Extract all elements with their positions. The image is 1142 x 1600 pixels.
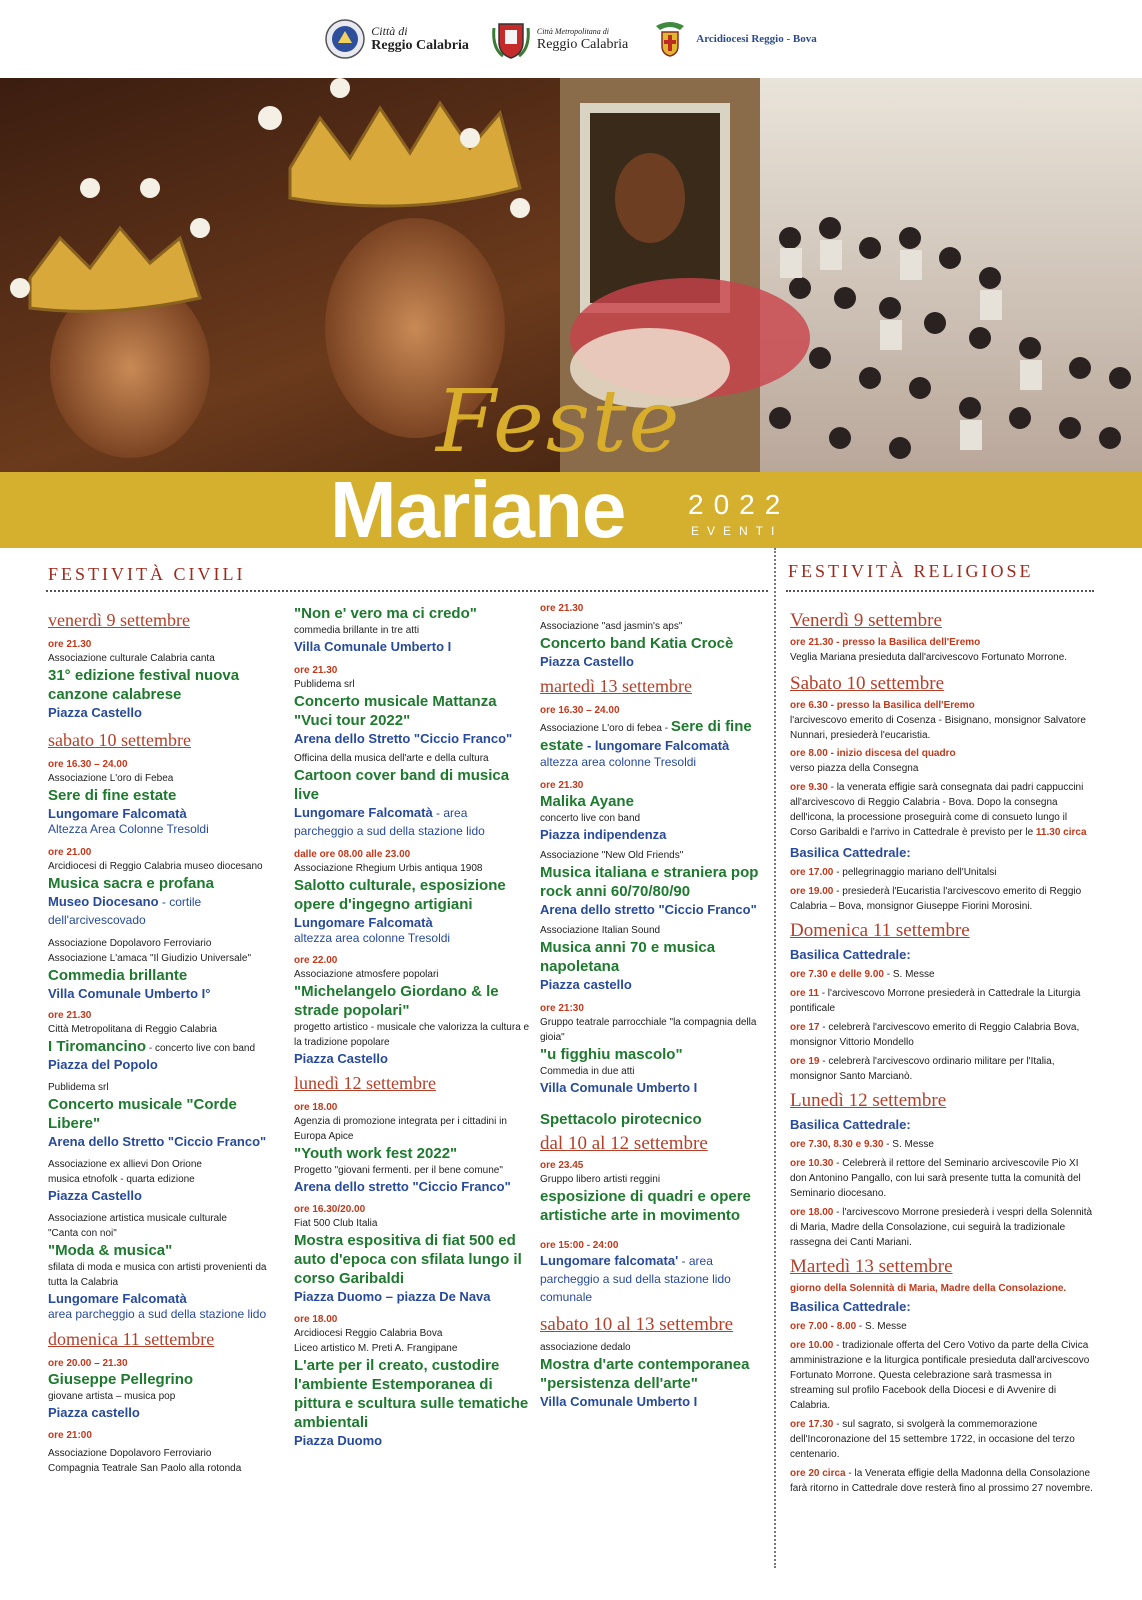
event-organizer: Arcidiocesi Reggio Calabria Bova — [294, 1328, 443, 1339]
event-place: Piazza Duomo – piazza De Nava — [294, 1289, 491, 1304]
date-heading: lunedì 12 settembre — [294, 1073, 436, 1093]
event-title: Musica italiana e straniera pop rock anni 60/70/80/90 — [540, 864, 759, 900]
event-place: Museo Diocesano — [48, 894, 159, 909]
event-place: Piazza Duomo — [294, 1433, 383, 1448]
event-organizer: musica etnofolk - quarta edizione — [48, 1174, 195, 1185]
event-organizer: Associazione L'oro di febea - — [540, 723, 671, 734]
event-place: Arena dello Stretto "Ciccio Franco" — [294, 731, 513, 746]
event-title: Concerto musicale Mattanza "Vuci tour 2022" — [294, 693, 497, 729]
rite-time: ore 10.00 — [790, 1340, 834, 1351]
event-place: Villa Comunale Umberto I° — [48, 986, 211, 1001]
year-label: 2022 — [688, 489, 791, 520]
event-organizer: Associazione Italian Sound — [540, 925, 661, 936]
rite-text: - la Venerata effigie della Madonna della Consolazione farà ritorno in Cattedrale dove resterà fino al prossimo 27 novembre. — [790, 1468, 1093, 1494]
event-title: "Non e' vero ma ci credo" — [294, 605, 477, 622]
column-civili-1 — [48, 606, 288, 1476]
basilica-label: Basilica Cattedrale: — [790, 845, 911, 860]
event-title: Musica sacra e profana — [48, 875, 214, 892]
logo-reggio-line2: Reggio Calabria — [371, 38, 469, 53]
event-organizer: Associazione "asd jasmin's aps" — [540, 621, 683, 632]
event-time: dalle ore 08.00 alle 23.00 — [294, 849, 411, 860]
rite-text: - S. Messe — [883, 1139, 934, 1150]
event-description: sfilata di moda e musica con artisti provenienti da tutta la Calabria — [48, 1262, 267, 1288]
date-heading: sabato 10 al 13 settembre — [540, 1314, 734, 1335]
basilica-label: Basilica Cattedrale: — [790, 947, 911, 962]
event-title: Concerto band Katia Crocè — [540, 635, 734, 652]
event-place: Lungomare Falcomatà — [48, 1291, 187, 1306]
divider-religiose — [786, 590, 1094, 592]
rite-entry — [790, 884, 1096, 914]
event-place: Arena dello stretto "Ciccio Franco" — [540, 902, 757, 917]
shield-icon — [491, 18, 531, 60]
date-heading: domenica 11 settembre — [48, 1329, 215, 1349]
rite-text: Veglia Mariana presieduta dall'arcivescovo Fortunato Morrone. — [790, 652, 1068, 663]
column-civili-2 — [294, 604, 530, 1449]
rite-entry — [790, 967, 1096, 982]
logo-metro-line2: Reggio Calabria — [536, 36, 629, 52]
event-place: - lungomare Falcomatà — [583, 738, 730, 753]
basilica-label: Basilica Cattedrale: — [790, 1117, 911, 1132]
rite-time: giorno della Solennità di Maria, Madre della Consolazione. — [790, 1283, 1067, 1294]
rite-entry — [790, 1054, 1096, 1084]
date-heading: Domenica 11 settembre — [790, 920, 970, 941]
event-place: Piazza indipendenza — [540, 827, 667, 842]
rite-time: ore 7.00 - 8.00 — [790, 1321, 857, 1332]
column-religiose — [790, 606, 1096, 1500]
event-title: Concerto musicale "Corde Libere" — [48, 1096, 237, 1132]
rite-entry — [790, 1466, 1096, 1496]
event-organizer: Agenzia di promozione integrata per i cittadini in Europa Apice — [294, 1116, 507, 1142]
event-place-detail: area parcheggio a sud della stazione lido — [48, 1307, 267, 1321]
event-title: "Moda & musica" — [48, 1242, 173, 1259]
event-place: Piazza castello — [48, 1405, 140, 1420]
event-place: Arena dello stretto "Ciccio Franco" — [294, 1179, 511, 1194]
logo-diocesi-label: Arcidiocesi Reggio - Bova — [696, 33, 817, 45]
event-title: Musica anni 70 e musica napoletana — [540, 939, 716, 975]
rite-time: ore 6.30 - presso la Basilica dell'Eremo — [790, 700, 975, 711]
event-time: ore 21.00 — [48, 847, 92, 858]
event-title: Sere di fine estate — [540, 718, 752, 754]
event-organizer: Associazione ex allievi Don Orione — [48, 1159, 202, 1170]
rite-time: ore 7.30 e delle 9.00 — [790, 969, 884, 980]
event-title: Malika Ayane — [540, 793, 634, 810]
rite-highlight: 11.30 circa — [1035, 827, 1087, 838]
rite-entry — [790, 1205, 1096, 1250]
event-organizer: Associazione L'oro di Febea — [48, 773, 174, 784]
event-time: ore 16.30 – 24.00 — [540, 705, 620, 716]
event-place: Piazza Castello — [294, 1051, 388, 1066]
event-title: Spettacolo pirotecnico — [540, 1111, 702, 1128]
rite-time: ore 9.30 — [790, 782, 828, 793]
event-title: "Michelangelo Giordano & le strade popolari" — [294, 983, 499, 1019]
event-place: Piazza del Popolo — [48, 1057, 158, 1072]
rite-time: ore 20 circa — [790, 1468, 846, 1479]
logo-metro-line1: Città Metropolitana di — [536, 26, 610, 36]
date-heading: Venerdì 9 settembre — [790, 610, 942, 631]
event-title: Mostra d'arte contemporanea "persistenza dell'arte" — [540, 1356, 750, 1392]
event-title: Sere di fine estate — [48, 787, 177, 804]
event-organizer: commedia brillante in tre atti — [294, 625, 420, 636]
event-time: ore 21.30 — [48, 1010, 92, 1021]
coat-of-arms-icon — [325, 18, 365, 60]
divider-civili — [46, 590, 768, 592]
rite-text: - celebrerà l'arcivescovo emerito di Reggio Calabria Bova, monsignor Vittorio Mondello — [790, 1022, 1080, 1048]
event-time: ore 15:00 - 24:00 — [540, 1240, 619, 1251]
rite-time: ore 17 — [790, 1022, 820, 1033]
event-title: "u figghiu mascolo" — [540, 1046, 683, 1063]
event-organizer: giovane artista – musica pop — [48, 1391, 176, 1402]
rite-text: - tradizionale offerta del Cero Votivo da parte della Civica amministrazione e la liturgica pontificale presieduta dall'arcivescovo Fortunato Morrone. Questa celebrazione sarà trasmessa in streaming sul profilo Facebook della Diocesi e di Avvenire di Calabria. — [790, 1340, 1090, 1411]
event-organizer: Gruppo libero artisti reggini — [540, 1174, 661, 1185]
event-organizer: Associazione Rhegium Urbis antiqua 1908 — [294, 863, 483, 874]
event-place-detail: altezza area colonne Tresoldi — [294, 931, 451, 945]
event-place: Villa Comunale Umberto I — [540, 1394, 698, 1409]
logo-citta-reggio — [325, 18, 469, 60]
event-title: Salotto culturale, esposizione opere d'ingegno artigiani — [294, 877, 506, 913]
logo-arcidiocesi — [650, 18, 816, 60]
date-heading: martedì 13 settembre — [540, 676, 692, 696]
event-place: Piazza Castello — [48, 705, 142, 720]
event-description: progetto artistico - musicale che valorizza la cultura e la tradizione popolare — [294, 1022, 530, 1048]
event-organizer: Associazione artistica musicale culturale — [48, 1213, 227, 1224]
logo-bar — [0, 0, 1142, 78]
event-organizer: Associazione culturale Calabria canta — [48, 653, 215, 664]
feste-title: Feste — [436, 372, 682, 472]
event-organizer: associazione dedalo — [540, 1342, 631, 1353]
bishop-crest-icon — [650, 18, 690, 60]
rite-time: ore 7.30, 8.30 e 9.30 — [790, 1139, 884, 1150]
event-organizer: Fiat 500 Club Italia — [294, 1218, 378, 1229]
date-heading: Lunedì 12 settembre — [790, 1090, 947, 1111]
rite-text: - l'arcivescovo Morrone presiederà i vespri della Solennità di Maria, Madre della Consolazione, cui seguirà la tradizionale rassegna dei Canti Mariani. — [790, 1207, 1093, 1248]
event-time: ore 21.30 — [540, 780, 584, 791]
event-time: ore 22.00 — [294, 955, 338, 966]
logo-citta-metropolitana — [491, 18, 628, 60]
event-organizer: Associazione "New Old Friends" — [540, 850, 684, 861]
eventi-label: EVENTI — [691, 524, 783, 538]
rite-text: verso piazza della Consegna — [790, 763, 919, 774]
event-place: Piazza castello — [540, 977, 632, 992]
event-time: ore 21.30 — [294, 665, 338, 676]
column-civili-3 — [540, 602, 766, 1410]
event-organizer: Liceo artistico M. Preti A. Frangipane — [294, 1343, 458, 1354]
basilica-label: Basilica Cattedrale: — [790, 1299, 911, 1314]
event-time: ore 18.00 — [294, 1102, 338, 1113]
event-time: ore 21:00 — [48, 1430, 92, 1441]
rite-text: - celebrerà l'arcivescovo ordinario militare per l'Italia, monsignor Santo Marcianò. — [790, 1056, 1055, 1082]
rite-entry — [790, 1338, 1096, 1413]
event-place-detail: - area parcheggio a sud della stazione lido comunale — [540, 1254, 731, 1304]
date-heading: Sabato 10 settembre — [790, 673, 945, 694]
rite-text: - pellegrinaggio mariano dell'Unitalsi — [833, 867, 997, 878]
rite-time: ore 19 — [790, 1056, 820, 1067]
rite-time: ore 17.30 — [790, 1419, 834, 1430]
event-title: L'arte per il creato, custodire l'ambiente Estemporanea di pittura e scultura sulle tematiche ambientali — [294, 1357, 529, 1431]
rite-text: - sul sagrato, si svolgerà la commemorazione dell'Incoronazione del 15 settembre 1722, in occasione del terzo centenario. — [790, 1419, 1075, 1460]
heading-festivita-civili: FESTIVITÀ CIVILI — [48, 564, 246, 584]
event-place-detail: - cortile dell'arcivescovado — [48, 895, 202, 927]
event-note: - concerto live con band — [146, 1043, 256, 1054]
rite-entry — [790, 1156, 1096, 1201]
rite-entry — [790, 865, 1096, 880]
event-place: Lungomare Falcomatà — [294, 805, 433, 820]
rite-time: ore 11 — [790, 988, 819, 999]
event-title: Cartoon cover band di musica live — [294, 767, 510, 803]
event-title: Commedia brillante — [48, 967, 188, 984]
rite-text: - presiederà l'Eucaristia l'arcivescovo emerito di Reggio Calabria – Bova, monsignor Giuseppe Fiorini Morosini. — [790, 886, 1082, 912]
event-title: 31° edizione festival nuova canzone calabrese — [48, 667, 240, 703]
event-title: I Tiromancino — [48, 1038, 147, 1055]
rite-time: ore 8.00 - inizio discesa del quadro — [790, 748, 956, 759]
event-title: "Youth work fest 2022" — [294, 1145, 458, 1162]
rite-entry — [790, 1319, 1096, 1334]
event-title: esposizione di quadri e opere artistiche arte in movimento — [540, 1188, 751, 1224]
event-organizer: "Canta con noi" — [48, 1228, 117, 1239]
rite-time: ore 10.30 — [790, 1158, 834, 1169]
rite-entry — [790, 1020, 1096, 1050]
event-organizer: Associazione Dopolavoro Ferroviario — [48, 938, 212, 949]
rite-time: ore 18.00 — [790, 1207, 834, 1218]
date-heading: sabato 10 settembre — [48, 730, 191, 750]
event-organizer: Compagnia Teatrale San Paolo alla rotonda — [48, 1463, 242, 1474]
event-organizer: Publidema srl — [294, 679, 355, 690]
event-organizer: Associazione Dopolavoro Ferroviario — [48, 1448, 212, 1459]
event-organizer: Officina della musica dell'arte e della cultura — [294, 753, 489, 764]
event-place: Villa Comunale Umberto I — [294, 639, 452, 654]
event-time: ore 21.30 — [48, 639, 92, 650]
rite-text: - l'arcivescovo Morrone presiederà in Cattedrale la Liturgia pontificale — [790, 988, 1081, 1014]
event-place-detail: - area parcheggio a sud della stazione lido — [294, 806, 485, 838]
event-organizer: Arcidiocesi di Reggio Calabria museo diocesano — [48, 861, 263, 872]
event-organizer: Città Metropolitana di Reggio Calabria — [48, 1024, 217, 1035]
rite-text: - Celebrerà il rettore del Seminario arcivescovile Pio XI don Antonino Pangallo, con lui sarà presente tutta la comunità del Seminario diocesano. — [790, 1158, 1081, 1199]
event-organizer: Publidema srl — [48, 1082, 109, 1093]
event-time: ore 20.00 – 21.30 — [48, 1358, 128, 1369]
rite-text: l'arcivescovo emerito di Cosenza - Bisignano, monsignor Salvatore Nunnari, presiederà l'eucaristia. — [790, 715, 1086, 741]
event-place: Arena dello Stretto "Ciccio Franco" — [48, 1134, 267, 1149]
date-heading: venerdì 9 settembre — [48, 610, 190, 630]
event-organizer: concerto live con band — [540, 813, 641, 824]
event-place: Lungomare Falcomatà — [294, 915, 433, 930]
event-place-detail: Altezza Area Colonne Tresoldi — [48, 822, 209, 836]
rite-text: - S. Messe — [883, 969, 935, 980]
date-heading: Martedì 13 settembre — [790, 1256, 953, 1277]
mariane-title: Mariane — [330, 465, 626, 554]
rite-entry — [790, 780, 1096, 840]
event-place-detail: altezza area colonne Tresoldi — [540, 755, 697, 769]
event-place: Villa Comunale Umberto I — [540, 1080, 698, 1095]
event-time: ore 23.45 — [540, 1160, 584, 1171]
event-place: Lungomare Falcomatà — [48, 806, 187, 821]
event-title: Mostra espositiva di fiat 500 ed auto d'epoca con sfilata lungo il corso Garibaldi — [294, 1232, 522, 1287]
rite-text: - la venerata effigie sarà consegnata dai padri cappuccini all'arcivescovo di Reggio Calabria - Bova. Dopo la consegna dell'icona, la processione proseguirà come di consueto lungo il Corso Garibaldi e l'arrivo in Cattedrale è previsto per le — [790, 782, 1084, 838]
event-place: Lungomare falcomata' — [540, 1253, 679, 1268]
rite-time: ore 17.00 — [790, 867, 834, 878]
column-divider — [774, 548, 776, 1568]
rite-text: - S. Messe — [856, 1321, 907, 1332]
event-description: Progetto "giovani fermenti. per il bene comune" — [294, 1165, 503, 1176]
event-place: Piazza Castello — [540, 654, 634, 669]
rite-entry — [790, 1137, 1096, 1152]
date-heading: dal 10 al 12 settembre — [540, 1133, 708, 1154]
event-organizer: Gruppo teatrale parrocchiale "la compagnia della gioia" — [540, 1017, 757, 1043]
event-time: ore 18.00 — [294, 1314, 338, 1325]
heading-festivita-religiose: FESTIVITÀ RELIGIOSE — [788, 561, 1034, 581]
logo-reggio-line1: Città di — [371, 24, 408, 38]
event-time: ore 21.30 — [540, 603, 584, 614]
event-time: ore 16.30/20.00 — [294, 1204, 366, 1215]
event-place: Piazza Castello — [48, 1188, 142, 1203]
rite-time: ore 19.00 — [790, 886, 834, 897]
rite-entry — [790, 986, 1096, 1016]
event-title: Giuseppe Pellegrino — [48, 1371, 194, 1388]
rite-entry — [790, 1417, 1096, 1462]
rite-time: ore 21.30 - presso la Basilica dell'Eremo — [790, 637, 981, 648]
event-time: ore 16.30 – 24.00 — [48, 759, 128, 770]
event-organizer: Associazione L'amaca "Il Giudizio Universale" — [48, 953, 251, 964]
event-organizer: Associazione atmosfere popolari — [294, 969, 439, 980]
event-description: Commedia in due atti — [540, 1066, 635, 1077]
event-time: ore 21:30 — [540, 1003, 584, 1014]
